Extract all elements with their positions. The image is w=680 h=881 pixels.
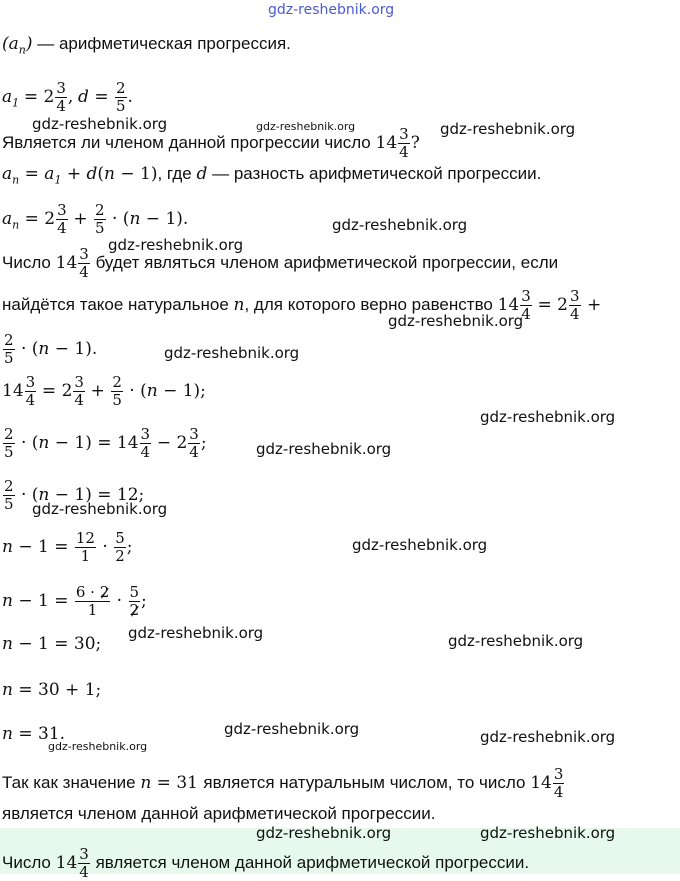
watermark: gdz-reshebnik.org: [108, 236, 244, 254]
question-line: Является ли членом данной прогрессии число 14 $\frac{3}{4}$ ?: [2, 125, 420, 161]
watermark: gdz-reshebnik.org: [48, 740, 148, 753]
conclusion-line-1: Так как значение n = 31 является натуральным числом, то число 14 $\frac{3}{4}$: [2, 765, 564, 801]
step-6: n − 1 = 30;: [2, 634, 102, 654]
step-1: 14 $\frac{3}{4}$ = 2 $\frac{3}{4}$ + $\frac{2}{5}$ · (n − 1);: [2, 373, 206, 409]
watermark: gdz-reshebnik.org: [32, 115, 168, 133]
formula-substituted: $a_n = 2$ $\frac{3}{4}$ + $\frac{2}{5}$ · (n − 1).: [2, 201, 189, 237]
step-2: $\frac{2}{5}$ · (n − 1) = 14 $\frac{3}{4}$ − 2 $\frac{3}{4}$ ;: [4, 425, 207, 461]
statement-line: [2, 34, 291, 60]
statement-text: — арифметическая прогрессия.: [37, 34, 291, 53]
step-8: n = 31.: [2, 724, 66, 744]
condition-line-2: найдётся такое натуральное n, для которого верно равенство 14 $\frac{3}{4}$ = 2 $\frac{3}{4}$ +: [2, 287, 602, 323]
given-values: $a_1 = 2$ $\frac{3}{4}$ , d = $\frac{2}{5}$ .: [2, 79, 133, 115]
watermark: gdz-reshebnik.org: [480, 408, 616, 426]
watermark: gdz-reshebnik.org: [224, 720, 360, 738]
watermark: gdz-reshebnik.org: [32, 500, 168, 518]
condition-line: Число 14 $\frac{3}{4}$ будет являться членом арифметической прогрессии, если: [2, 245, 559, 281]
conclusion-line-2: является членом данной арифметической прогрессии.: [2, 804, 436, 823]
formula-line: $a_n = a_1 + d(n - 1)$, где d — разность арифметической прогрессии.: [2, 164, 542, 187]
answer-line: Число 14 $\frac{3}{4}$ является членом данной арифметической прогрессии.: [2, 845, 530, 881]
watermark: gdz-reshebnik.org: [480, 728, 616, 746]
watermark: gdz-reshebnik.org: [480, 824, 616, 842]
watermark: gdz-reshebnik.org: [440, 120, 576, 138]
step-3: $\frac{2}{5}$ · (n − 1) = 12;: [4, 477, 145, 513]
watermark: gdz-reshebnik.org: [256, 120, 356, 133]
watermark: gdz-reshebnik.org: [388, 312, 524, 330]
watermark: gdz-reshebnik.org: [256, 824, 392, 842]
step-7: n = 30 + 1;: [2, 680, 102, 700]
watermark: gdz-reshebnik.org: [164, 344, 300, 362]
watermark: gdz-reshebnik.org: [448, 632, 584, 650]
watermark: gdz-reshebnik.org: [332, 216, 468, 234]
watermark: gdz-reshebnik.org: [256, 440, 392, 458]
step-4: n − 1 = $\frac{12}{1}$ · $\frac{5}{2}$ ;: [2, 529, 133, 565]
question-text: Является ли членом данной прогрессии число: [2, 132, 371, 152]
math-an: $(a_n)$: [2, 34, 33, 57]
watermark: gdz-reshebnik.org: [128, 624, 264, 642]
watermark: gdz-reshebnik.org: [352, 536, 488, 554]
site-header-link[interactable]: gdz-reshebnik.org: [268, 2, 395, 18]
equation-cont: $\frac{2}{5}$ · (n − 1).: [4, 331, 98, 367]
step-5: n − 1 = $\frac{6 \cdot 2}{1}$ · $\frac{5}{2}$ ;: [2, 583, 147, 619]
